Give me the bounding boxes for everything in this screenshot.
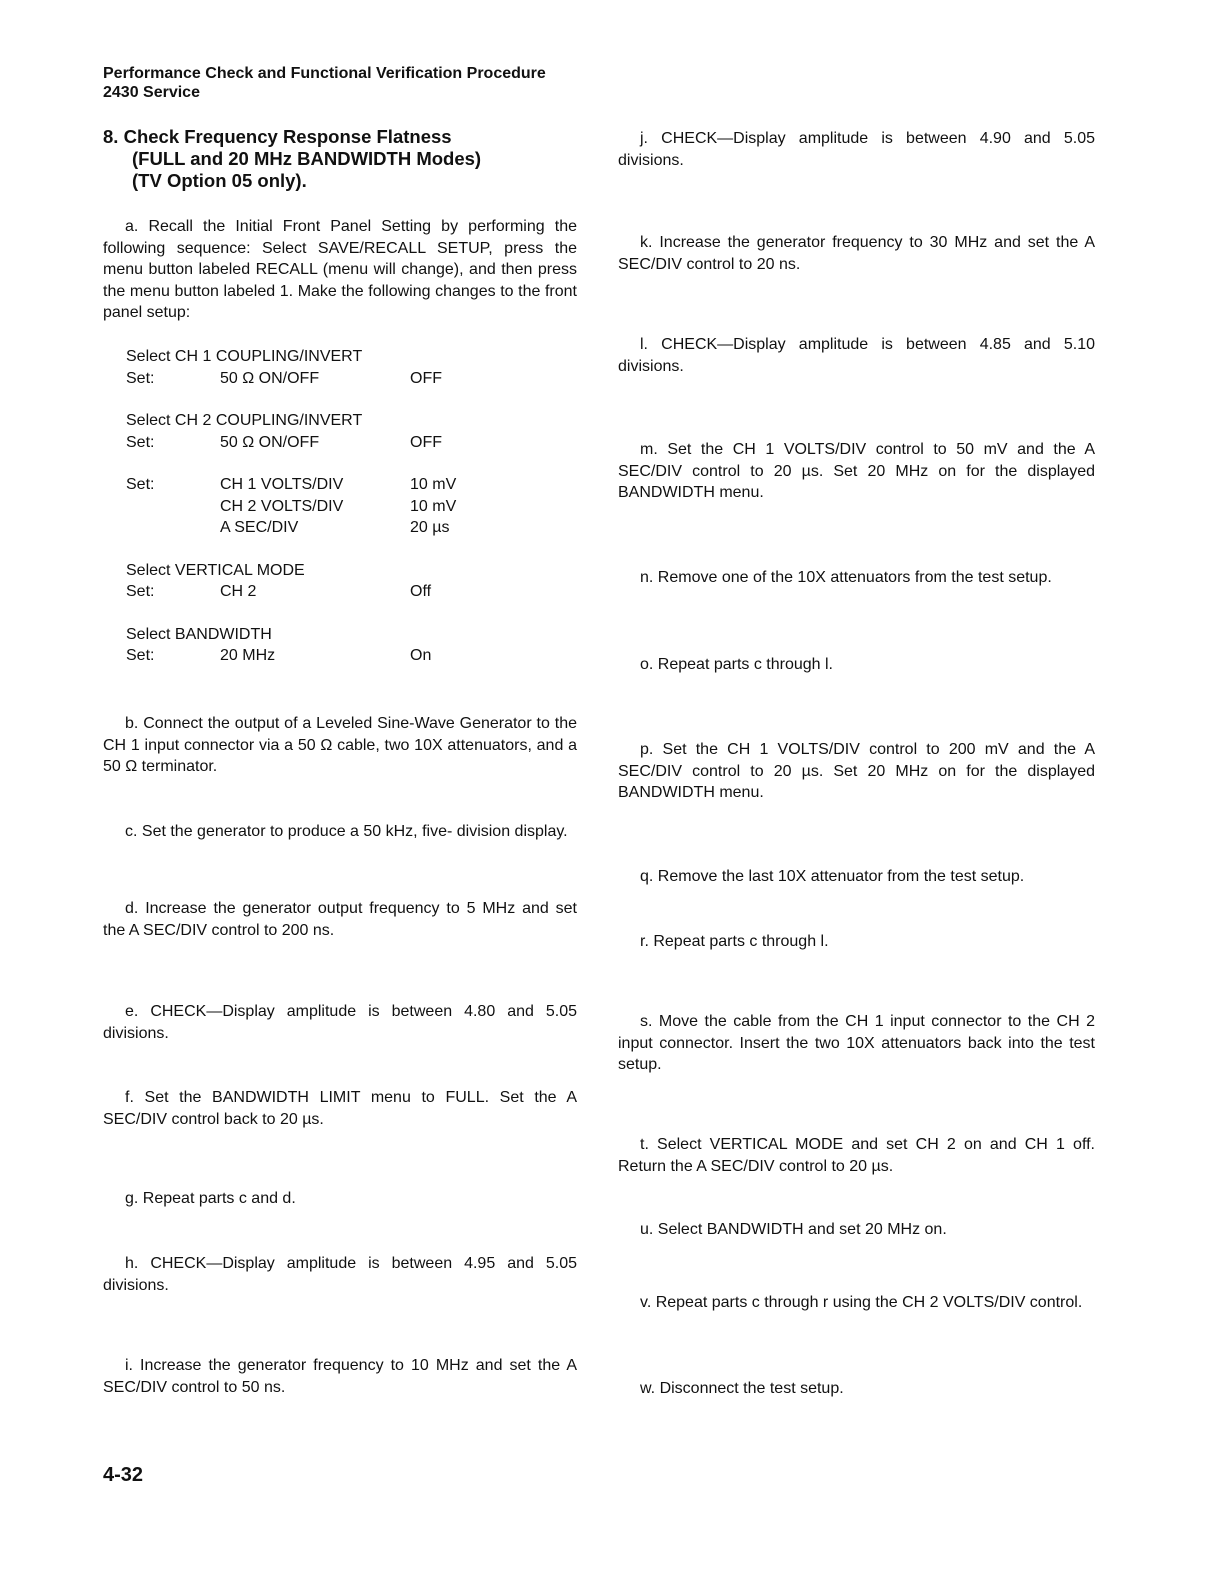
setup-row: A SEC/DIV 20 µs bbox=[220, 519, 450, 536]
setup-row: Set: 50 Ω ON/OFF OFF bbox=[126, 369, 442, 387]
setup-group-ch1-coupling bbox=[126, 346, 546, 389]
step-l: l. CHECK—Display amplitude is between 4.85 and 5.10 divisions. bbox=[618, 336, 1095, 375]
setup-select: Select CH 2 COUPLING/INVERT bbox=[126, 412, 363, 429]
running-header bbox=[103, 64, 546, 102]
step-i: i. Increase the generator frequency to 10 MHz and set the A SEC/DIV control to 50 ns. bbox=[103, 1357, 577, 1396]
step-b: b. Connect the output of a Leveled Sine-Wave Generator to the CH 1 input connector via a 50 Ω cable, two 10X attenuators, and a 50 Ω terminator. bbox=[103, 715, 577, 775]
page-number: 4-32 bbox=[103, 1464, 144, 1486]
setup-group-volts-sec bbox=[126, 474, 546, 539]
heading-line-1: 8. Check Frequency Response Flatness bbox=[103, 126, 452, 147]
setup-select: Select VERTICAL MODE bbox=[126, 561, 305, 579]
step-j: j. CHECK—Display amplitude is between 4.90 and 5.05 divisions. bbox=[618, 130, 1095, 169]
step-c: c. Set the generator to produce a 50 kHz, five- division display. bbox=[125, 823, 568, 840]
step-v: v. Repeat parts c through r using the CH 2 VOLTS/DIV control. bbox=[640, 1294, 1083, 1311]
setup-row: Set: CH 2 Off bbox=[126, 583, 432, 600]
setup-select: Select CH 1 COUPLING/INVERT bbox=[126, 348, 363, 365]
step-f: f. Set the BANDWIDTH LIMIT menu to FULL. Set the A SEC/DIV control back to 20 µs. bbox=[103, 1089, 577, 1128]
step-a: a. Recall the Initial Front Panel Setting by performing the following sequence: Select SAVE/RECALL SETUP, press the menu button labeled RECALL (menu will change), and then press the menu button labeled 1. Make the following changes to the front panel setup: bbox=[103, 218, 577, 321]
header-subtitle: 2430 Service bbox=[103, 84, 200, 101]
step-o: o. Repeat parts c through l. bbox=[640, 656, 833, 673]
header-title: Performance Check and Functional Verification Procedure bbox=[103, 65, 546, 82]
setup-row: Set: CH 1 VOLTS/DIV 10 mV bbox=[126, 476, 457, 493]
setup-row: Set: 50 Ω ON/OFF OFF bbox=[126, 433, 442, 451]
step-e: e. CHECK—Display amplitude is between 4.80 and 5.05 divisions. bbox=[103, 1003, 577, 1042]
step-g: g. Repeat parts c and d. bbox=[125, 1190, 296, 1207]
setup-group-ch2-coupling bbox=[126, 410, 546, 453]
step-k: k. Increase the generator frequency to 30 MHz and set the A SEC/DIV control to 20 ns. bbox=[618, 234, 1095, 273]
step-h: h. CHECK—Display amplitude is between 4.95 and 5.05 divisions. bbox=[103, 1255, 577, 1294]
setup-row: CH 2 VOLTS/DIV 10 mV bbox=[220, 497, 457, 515]
step-m: m. Set the CH 1 VOLTS/DIV control to 50 mV and the A SEC/DIV control to 20 µs. Set 20 MHz on for the displayed BANDWIDTH menu. bbox=[618, 441, 1095, 501]
section-heading bbox=[103, 126, 583, 192]
step-w: w. Disconnect the test setup. bbox=[640, 1380, 844, 1397]
setup-group-vertical-mode bbox=[126, 560, 546, 603]
step-n: n. Remove one of the 10X attenuators from the test setup. bbox=[640, 569, 1052, 586]
setup-table bbox=[126, 346, 546, 688]
setup-select: Select BANDWIDTH bbox=[126, 625, 272, 643]
step-t: t. Select VERTICAL MODE and set CH 2 on and CH 1 off. Return the A SEC/DIV control to 20 µs. bbox=[618, 1136, 1095, 1175]
setup-row: Set: 20 MHz On bbox=[126, 647, 432, 664]
heading-line-2: (FULL and 20 MHz BANDWIDTH Modes) bbox=[132, 148, 482, 169]
heading-line-3: (TV Option 05 only). bbox=[132, 170, 307, 191]
step-p: p. Set the CH 1 VOLTS/DIV control to 200 mV and the A SEC/DIV control to 20 µs. Set 20 MHz on for the displayed BANDWIDTH menu. bbox=[618, 741, 1095, 801]
step-u: u. Select BANDWIDTH and set 20 MHz on. bbox=[640, 1221, 947, 1238]
step-d: d. Increase the generator output frequency to 5 MHz and set the A SEC/DIV control to 200 ns. bbox=[103, 900, 577, 939]
step-s: s. Move the cable from the CH 1 input connector to the CH 2 input connector. Insert the two 10X attenuators back into the test setup. bbox=[618, 1013, 1095, 1073]
step-r: r. Repeat parts c through l. bbox=[640, 933, 829, 950]
section-number: 8. bbox=[103, 126, 119, 147]
setup-group-bandwidth bbox=[126, 624, 546, 667]
step-q: q. Remove the last 10X attenuator from the test setup. bbox=[640, 868, 1025, 885]
